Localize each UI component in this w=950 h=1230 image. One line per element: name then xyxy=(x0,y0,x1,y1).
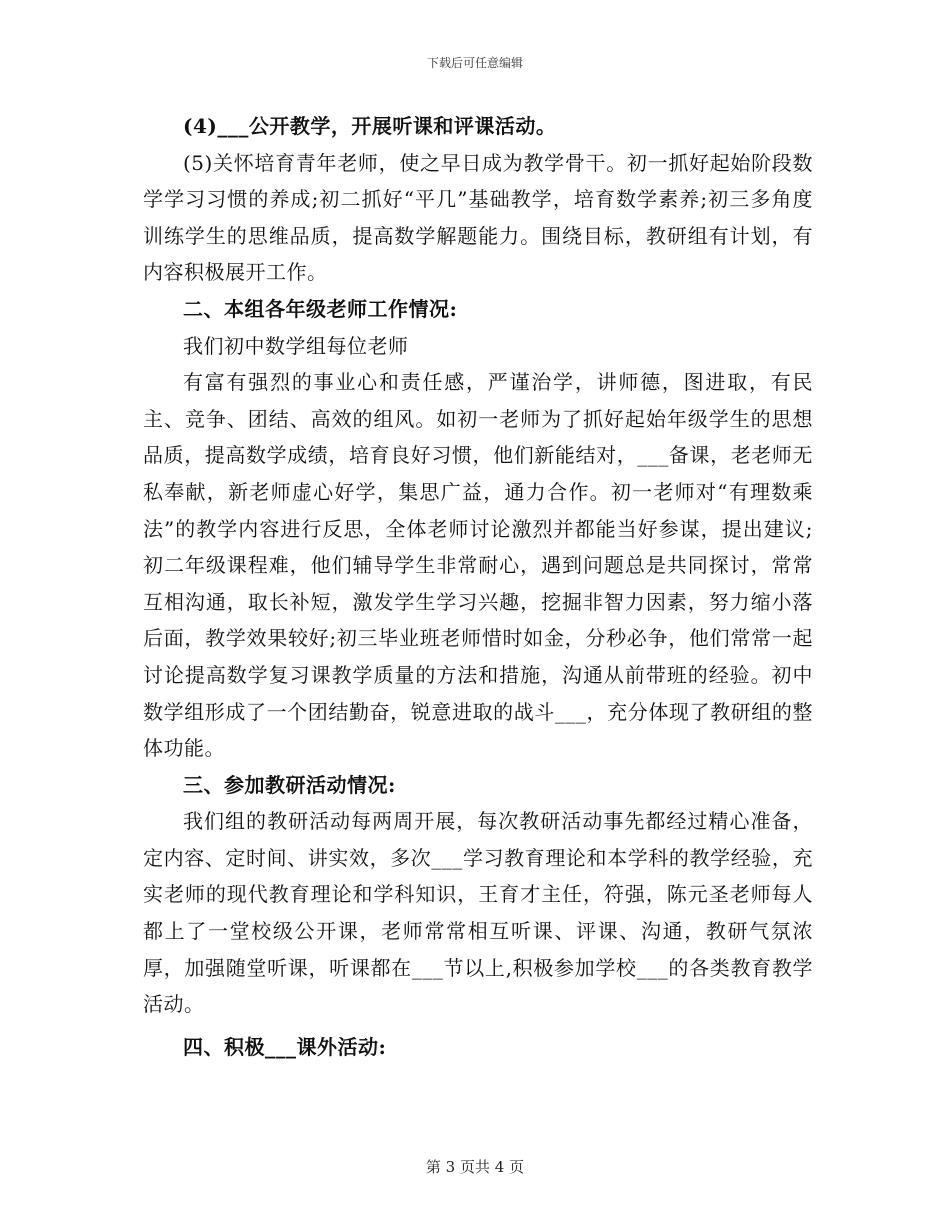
paragraph-item-5: (5)关怀培育青年老师，使之早日成为教学骨干。初一抓好起始阶段数学学习习惯的养成;初二抓好“平几”基础教学，培育数学素养;初三多角度训练学生的思维品质，提高数学解题能力。围绕目标，教研组有计划，有内容积极展开工作。 xyxy=(143,150,813,285)
section-heading-2: 二、本组各年级老师工作情况: xyxy=(183,296,458,321)
page-footer: 第 3 页共 4 页 xyxy=(425,1158,525,1176)
document-body xyxy=(143,108,813,1065)
page-header: 下载后可任意编辑 xyxy=(426,56,523,70)
paragraph-item-4: (4)___公开教学，开展听课和评课活动。 xyxy=(183,114,557,138)
section-heading-3: 三、参加教研活动情况: xyxy=(183,772,396,797)
section-heading-4: 四、积极___课外活动: xyxy=(183,1034,387,1059)
paragraph-research-activity: 我们组的教研活动每两周开展，每次教研活动事先都经过精心准备，定内容、定时间、讲实效，多次___学习教育理论和本学科的教学经验，充实老师的现代教育理论和学科知识，王育才主任，符强，陈元圣老师每人都上了一堂校级公开课，老师常常相互听课、评课、沟通，教研气氛浓厚，加强随堂听课，听课都在___节以上,积极参加学校___的各类教育教学活动。 xyxy=(143,809,813,1017)
paragraph-intro: 我们初中数学组每位老师 xyxy=(183,333,409,358)
paragraph-teachers: 有富有强烈的事业心和责任感，严谨治学，讲师德，图进取，有民主、竞争、团结、高效的组风。如初一老师为了抓好起始年级学生的思想品质，提高数学成绩，培育良好习惯，他们新能结对，___备课，老老师无私奉献，新老师虚心好学，集思广益，通力合作。初一老师对“有理数乘法”的教学内容进行反思，全体老师讨论激烈并都能当好参谋，提出建议;初二年级课程难，他们辅导学生非常耐心，遇到问题总是共同探讨，常常互相沟通，取长补短，激发学生学习兴趣，挖掘非智力因素，努力缩小落后面，教学效果较好;初三毕业班老师惜时如金，分秒必争，他们常常一起讨论提高数学复习课教学质量的方法和措施，沟通从前带班的经验。初中数学组形成了一个团结勤奋，锐意进取的战斗___，充分体现了教研组的整体功能。 xyxy=(143,370,813,761)
